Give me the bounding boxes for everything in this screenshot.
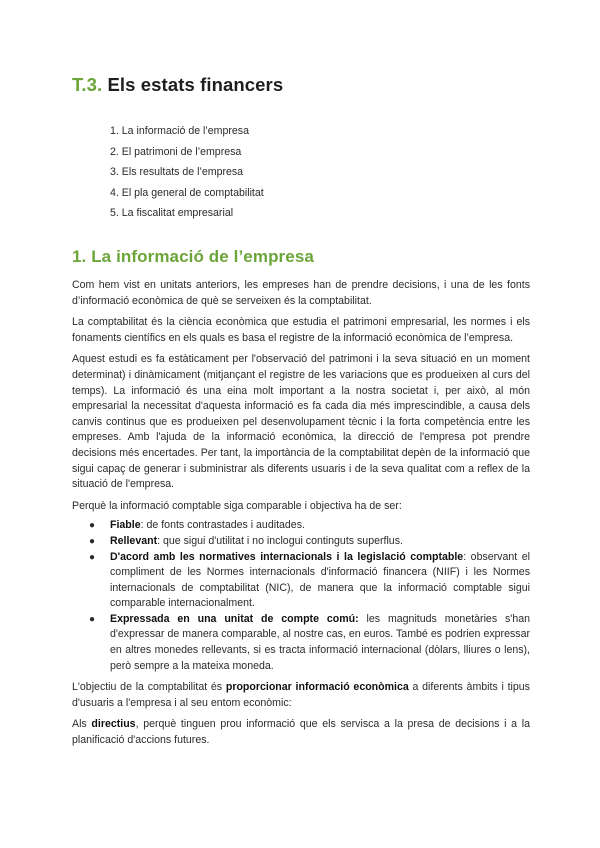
paragraph: Aquest estudi es fa estàticament per l'observació del patrimoni i la seva situació en un moment determinat) i dinàmicament (mitjançant el registre de les variacions que es produeixen al curs del temps). La informació és una eina molt important a la nostra societat i, per això, al món empresarial la necessitat d'aquesta informació es fa cada dia més imprescindible, a causa dels canvis continus que es produeixen pel desenvolupament tècnic i la forta competència entre les empreses. Amb l'ajuda de la informació econòmica, la direcció de l'empresa pot prendre decisions més encertades. Per tant, la importància de la comptabilitat depèn de la informació que sigui capaç de generar i subministrar als diferents usuaris i de la seva qualitat com a reflex de la situació de l'empresa. — [72, 353, 530, 491]
paragraph: Com hem vist en unitats anteriors, les empreses han de prendre decisions, i una de les fonts d’informació econòmica de què se serveixen és la comptabilitat. — [72, 279, 530, 307]
bullet-icon: ● — [89, 520, 96, 532]
table-of-contents — [72, 124, 264, 227]
list-item-bold: Expressada en una unitat de compte comú: — [110, 612, 359, 625]
list-item-text: : que sigui d'utilitat i no inclogui continguts superflus. — [157, 534, 403, 547]
list-item — [72, 518, 530, 534]
bullet-icon: ● — [89, 551, 96, 563]
document-title — [72, 74, 283, 96]
paragraph — [72, 717, 530, 748]
list-item — [72, 534, 530, 550]
toc-item: 1. La informació de l’empresa — [110, 125, 249, 137]
list-item-text: les magnituds monetàries s'han d'expressar de manera comparable, al nostre cas, en euros. També es podrien expressar en altres monedes rellevants, si es tracta informació internacional (dòlars, lliures o lens), però sempre a la mateixa moneda. — [110, 612, 530, 672]
section-heading: 1. La informació de l’empresa — [72, 247, 314, 266]
paragraph-text: , perquè tinguen prou informació que els servisca a la presa de decisions i a la planificació d'accions futures. — [72, 718, 530, 747]
paragraph-bold: directius — [91, 718, 136, 731]
bullet-icon: ● — [89, 613, 96, 625]
list-item-text: : observant el compliment de les Normes internacionals d'informació financera (NIIF) i les Normes internacionals de comptabilitat (NIC), de manera que la informació comptable sigui comparable internacionalment. — [110, 550, 530, 610]
toc-item: 2. El patrimoni de l’empresa — [110, 145, 242, 158]
toc-item: 4. El pla general de comptabilitat — [110, 186, 264, 199]
bullet-icon: ● — [89, 535, 96, 547]
paragraph — [72, 680, 530, 711]
list-item-bold: D'acord amb les normatives internacionals i la legislació comptable — [110, 550, 464, 563]
paragraph-text: a diferents àmbits i tipus d'usuaris a l'empresa i al seu entom econòmic: — [72, 681, 530, 709]
list-item-text: : de fonts contrastades i auditades. — [140, 519, 305, 532]
toc-item: 5. La fiscalitat empresarial — [110, 207, 234, 219]
toc-item: 3. Els resultats de l’empresa — [110, 166, 244, 178]
paragraph-text: Als — [72, 718, 92, 731]
list-item-bold: Rellevant — [110, 534, 158, 547]
title-number: T.3. — [72, 74, 103, 95]
section-body — [72, 278, 530, 755]
list-item — [72, 612, 530, 674]
title-text: Els estats financers — [107, 74, 284, 95]
list-item — [72, 550, 530, 612]
paragraph-bold: proporcionar informació econòmica — [225, 681, 409, 694]
list-item-bold: Fiable — [110, 519, 141, 532]
paragraph: Perquè la informació comptable siga comparable i objectiva ha de ser: — [72, 499, 402, 512]
requirements-list — [72, 518, 530, 674]
paragraph-text: L'objectiu de la comptabilitat és — [72, 681, 226, 694]
paragraph: La comptabilitat és la ciència econòmica que estudia el patrimoni empresarial, les normes i els fonaments científics en els quals es basa el registre de la informació econòmica de l’empresa. — [72, 316, 530, 344]
